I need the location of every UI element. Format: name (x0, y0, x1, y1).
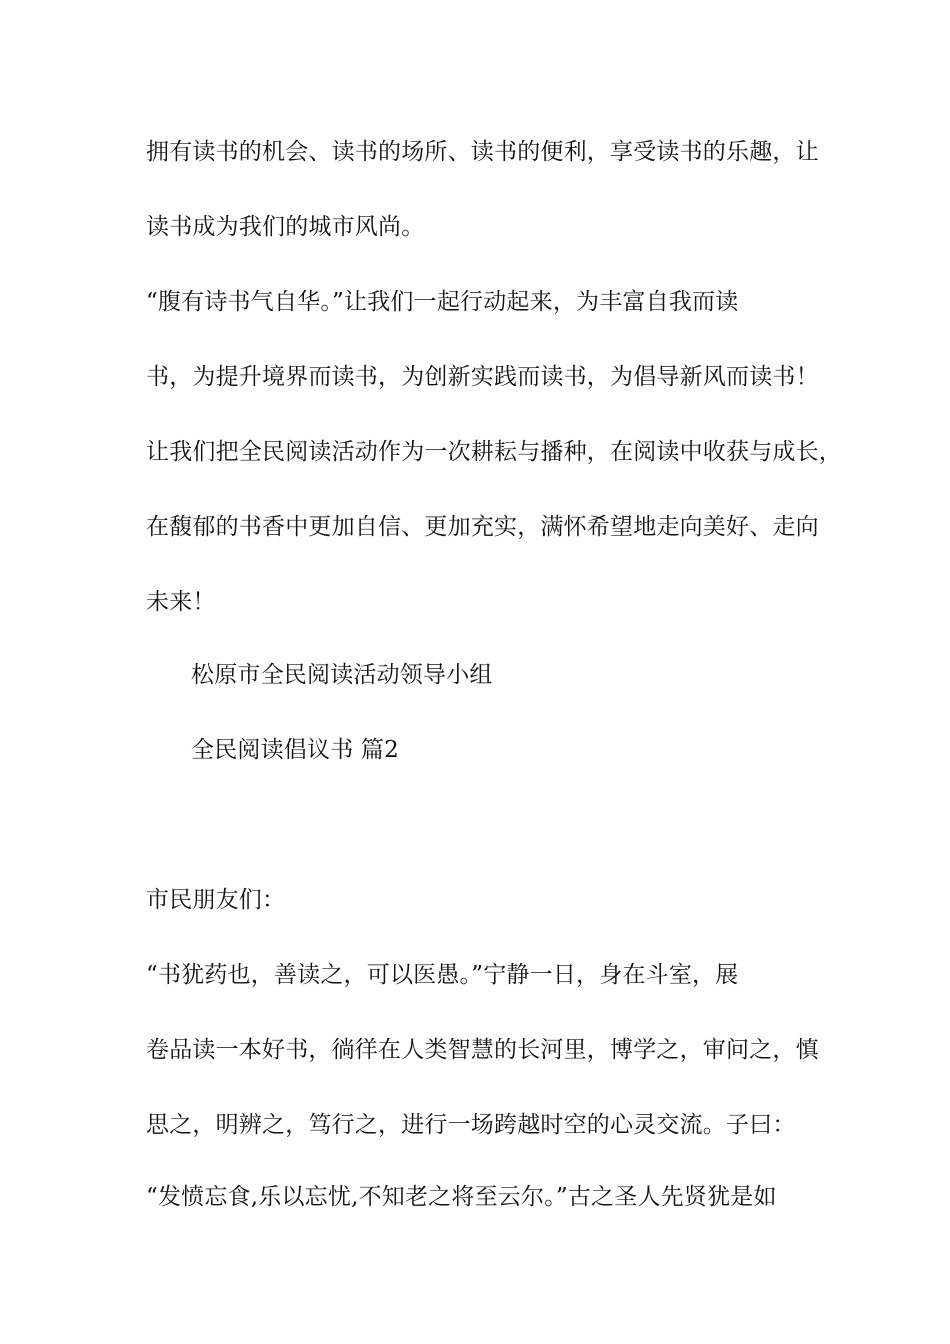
section-heading: 全民阅读倡议书 篇2 (191, 737, 399, 763)
salutation: 市民朋友们： (146, 887, 286, 913)
paragraph-line: 书，为提升境界而读书，为创新实践而读书，为倡导新风而读书！ (146, 364, 819, 390)
paragraph-line: “发愤忘食,乐以忘忧,不知老之将至云尔。”古之圣人先贤犹是如 (146, 1184, 777, 1210)
paragraph-line: 拥有读书的机会、读书的场所、读书的便利，享受读书的乐趣，让 (146, 139, 819, 165)
paragraph-line: “书犹药也，善读之，可以医愚。”宁静一日，身在斗室，展 (146, 962, 739, 988)
paragraph-line: 在馥郁的书香中更加自信、更加充实，满怀希望地走向美好、走向 (146, 514, 819, 540)
signature-line: 松原市全民阅读活动领导小组 (191, 662, 493, 688)
paragraph-line: 未来！ (146, 589, 216, 615)
paragraph-line: 读书成为我们的城市风尚。 (146, 214, 425, 240)
paragraph-line: 让我们把全民阅读活动作为一次耕耘与播种，在阅读中收获与成长， (146, 439, 842, 465)
paragraph-line: 卷品读一本好书，徜徉在人类智慧的长河里，博学之，审问之，慎 (146, 1037, 819, 1063)
paragraph-line: 思之，明辨之，笃行之，进行一场跨越时空的心灵交流。子曰： (146, 1112, 796, 1138)
paragraph-line: “腹有诗书气自华。”让我们一起行动起来，为丰富自我而读 (146, 289, 739, 315)
